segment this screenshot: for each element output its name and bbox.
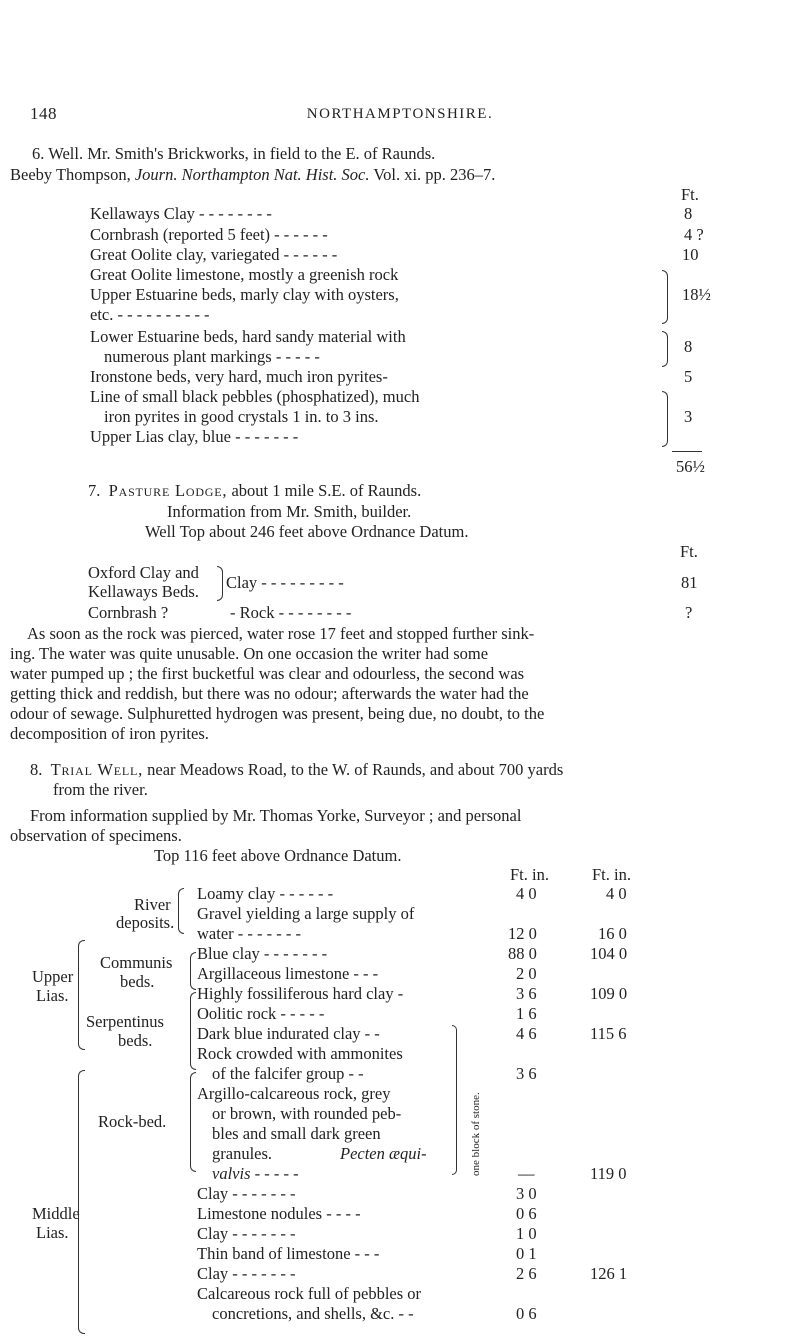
table-row-label: Rock crowded with ammonites	[197, 1044, 403, 1063]
text-line: As soon as the rock was pierced, water rose 17 feet and stopped further sink-	[27, 624, 535, 643]
table-row-depth: 109 0	[590, 984, 628, 1003]
table-row-label: bles and small dark green	[212, 1124, 381, 1143]
table-row-label: Oolitic rock - - - - -	[197, 1004, 325, 1023]
s6-row-label: numerous plant markings - - - - -	[104, 347, 320, 366]
table-row-thickness: 0 6	[516, 1204, 537, 1223]
species-name: Pecten æqui-	[340, 1144, 427, 1163]
page-number: 148	[30, 104, 57, 123]
table-row-thickness: 12 0	[508, 924, 537, 943]
s6-row-ft: 10	[682, 245, 699, 264]
text-line: water pumped up ; the first bucketful was clear and odourless, the second was	[10, 664, 525, 683]
s7-group-label: Oxford Clay and	[88, 563, 199, 582]
s8-top: Top 116 feet above Ordnance Datum.	[154, 846, 402, 865]
table-row-thickness: —	[518, 1164, 535, 1183]
table-row-label: of the falcifer group - -	[212, 1064, 364, 1083]
table-row-label: concretions, and shells, &c. - -	[212, 1304, 414, 1323]
table-row-thickness: 88 0	[508, 944, 537, 963]
s6-row-label: Kellaways Clay - - - - - - - -	[90, 204, 272, 223]
table-row-thickness: 3 6	[516, 1064, 537, 1083]
group-label: Lias.	[36, 1223, 69, 1242]
text-line: ing. The water was quite unusable. On one occasion the writer had some	[10, 644, 489, 663]
table-row-label: Highly fossiliferous hard clay -	[197, 984, 404, 1003]
s6-title: 6. Well. Mr. Smith's Brickworks, in field to the E. of Raunds.	[32, 144, 436, 163]
s7-row-ft: 81	[681, 573, 698, 592]
s6-row-ft: 4 ?	[684, 225, 704, 244]
table-row-thickness: 2 0	[516, 964, 537, 983]
s6-citation: Beeby Thompson, Journ. Northampton Nat. Hist. Soc. Vol. xi. pp. 236–7.	[10, 165, 496, 184]
table-row-label: Gravel yielding a large supply of	[197, 904, 415, 923]
s6-row-label: Ironstone beds, very hard, much iron pyrites-	[90, 367, 388, 386]
brace	[662, 331, 668, 367]
s6-row-ft: 3	[684, 407, 693, 426]
table-row-thickness: 3 6	[516, 984, 537, 1003]
table-row-depth: 126 1	[590, 1264, 628, 1283]
total-rule	[672, 451, 702, 452]
table-row-label: water - - - - - - -	[197, 924, 301, 943]
s6-row-ft: 8	[684, 337, 693, 356]
table-row-thickness: 4 6	[516, 1024, 537, 1043]
s6-row-label: etc. - - - - - - - - - -	[90, 305, 210, 324]
table-row-thickness: 1 6	[516, 1004, 537, 1023]
s6-row-label: Upper Estuarine beds, marly clay with oysters,	[90, 285, 399, 304]
group-label: beds.	[120, 972, 155, 991]
table-row-depth: 119 0	[590, 1164, 627, 1183]
s7-row-label: - Rock - - - - - - - -	[230, 603, 352, 622]
group-label: Middle	[32, 1204, 80, 1223]
s8-col-head-depth: Ft. in.	[592, 865, 631, 884]
s6-row-label: Great Oolite limestone, mostly a greenish rock	[90, 265, 399, 284]
group-label: beds.	[118, 1031, 153, 1050]
s7-group-label: Kellaways Beds.	[88, 582, 199, 601]
s7-unit: Ft.	[680, 542, 698, 561]
table-row-depth: 104 0	[590, 944, 628, 963]
group-label: deposits.	[116, 913, 175, 932]
table-row-thickness: 0 1	[516, 1244, 537, 1263]
group-label: River	[134, 895, 171, 914]
s6-total: 56½	[676, 457, 705, 476]
brace	[662, 391, 668, 447]
table-row-label: Blue clay - - - - - - -	[197, 944, 328, 963]
brace	[78, 940, 85, 1050]
s7-well-top: Well Top about 246 feet above Ordnance Datum.	[145, 522, 469, 541]
s6-row-ft: 8	[684, 204, 693, 223]
s6-unit: Ft.	[681, 185, 699, 204]
table-row-thickness: 2 6	[516, 1264, 537, 1283]
group-label: Communis	[100, 953, 173, 972]
text-line: getting thick and reddish, but there was no odour; afterwards the water had the	[10, 684, 529, 703]
s8-info: From information supplied by Mr. Thomas Yorke, Surveyor ; and personal	[30, 806, 522, 825]
table-row-label: Clay - - - - - - -	[197, 1184, 296, 1203]
s6-row-label: Great Oolite clay, variegated - - - - - -	[90, 245, 338, 264]
brace	[190, 1072, 196, 1172]
table-row-thickness: 1 0	[516, 1224, 537, 1243]
s6-row-label: Line of small black pebbles (phosphatized), much	[90, 387, 420, 406]
group-label: Rock-bed.	[98, 1112, 167, 1131]
s7-title: 7. Pasture Lodge, about 1 mile S.E. of Raunds.	[88, 481, 422, 500]
s7-row-label: Clay - - - - - - - - -	[226, 573, 344, 592]
s8-col-head-thickness: Ft. in.	[510, 865, 549, 884]
text-line: decomposition of iron pyrites.	[10, 724, 209, 743]
table-row-thickness: 0 6	[516, 1304, 537, 1323]
s7-row-ft: ?	[685, 603, 693, 622]
table-row-label: Clay - - - - - - -	[197, 1264, 296, 1283]
table-row-thickness: 3 0	[516, 1184, 537, 1203]
s7-info: Information from Mr. Smith, builder.	[167, 502, 412, 521]
group-label: Lias.	[36, 986, 69, 1005]
s6-row-label: Cornbrash (reported 5 feet) - - - - - -	[90, 225, 328, 244]
brace	[78, 1070, 85, 1334]
brace	[452, 1025, 457, 1175]
table-row-thickness: 4 0	[516, 884, 537, 903]
vertical-note: one block of stone.	[470, 1092, 482, 1176]
table-row-label: Argillaceous limestone - - -	[197, 964, 379, 983]
table-row-depth: 16 0	[598, 924, 627, 943]
running-title: NORTHAMPTONSHIRE.	[306, 106, 494, 122]
s8-info-cont: observation of specimens.	[10, 826, 182, 845]
brace	[662, 270, 668, 324]
group-label: Serpentinus	[86, 1012, 164, 1031]
table-row-label: granules.	[212, 1144, 273, 1163]
table-row-label: valvis - - - - -	[212, 1164, 299, 1183]
table-row-label: Thin band of limestone - - -	[197, 1244, 380, 1263]
table-row-label: Calcareous rock full of pebbles or	[197, 1284, 422, 1303]
table-row-label: Argillo-calcareous rock, grey	[197, 1084, 391, 1103]
table-row-depth: 115 6	[590, 1024, 627, 1043]
brace	[190, 992, 196, 1070]
s6-row-ft: 5	[684, 367, 693, 386]
s6-row-label: iron pyrites in good crystals 1 in. to 3 ins.	[104, 407, 379, 426]
table-row-label: Clay - - - - - - -	[197, 1224, 296, 1243]
table-row-label: Limestone nodules - - - -	[197, 1204, 361, 1223]
brace	[217, 566, 223, 601]
table-row-label: or brown, with rounded peb-	[212, 1104, 402, 1123]
s8-title-cont: from the river.	[53, 780, 148, 799]
table-row-label: Dark blue indurated clay - -	[197, 1024, 380, 1043]
brace	[190, 952, 196, 990]
s6-row-label: Lower Estuarine beds, hard sandy material with	[90, 327, 406, 346]
s6-row-ft: 18½	[682, 285, 711, 304]
table-row-label: Loamy clay - - - - - -	[197, 884, 334, 903]
group-label: Upper	[32, 967, 74, 986]
s7-group-label: Cornbrash ?	[88, 603, 169, 622]
s8-title: 8. Trial Well, near Meadows Road, to the W. of Raunds, and about 700 yards	[30, 760, 564, 779]
table-row-depth: 4 0	[606, 884, 627, 903]
s6-row-label: Upper Lias clay, blue - - - - - - -	[90, 427, 299, 446]
brace	[178, 888, 184, 934]
text-line: odour of sewage. Sulphuretted hydrogen was present, being due, no doubt, to the	[10, 704, 545, 723]
